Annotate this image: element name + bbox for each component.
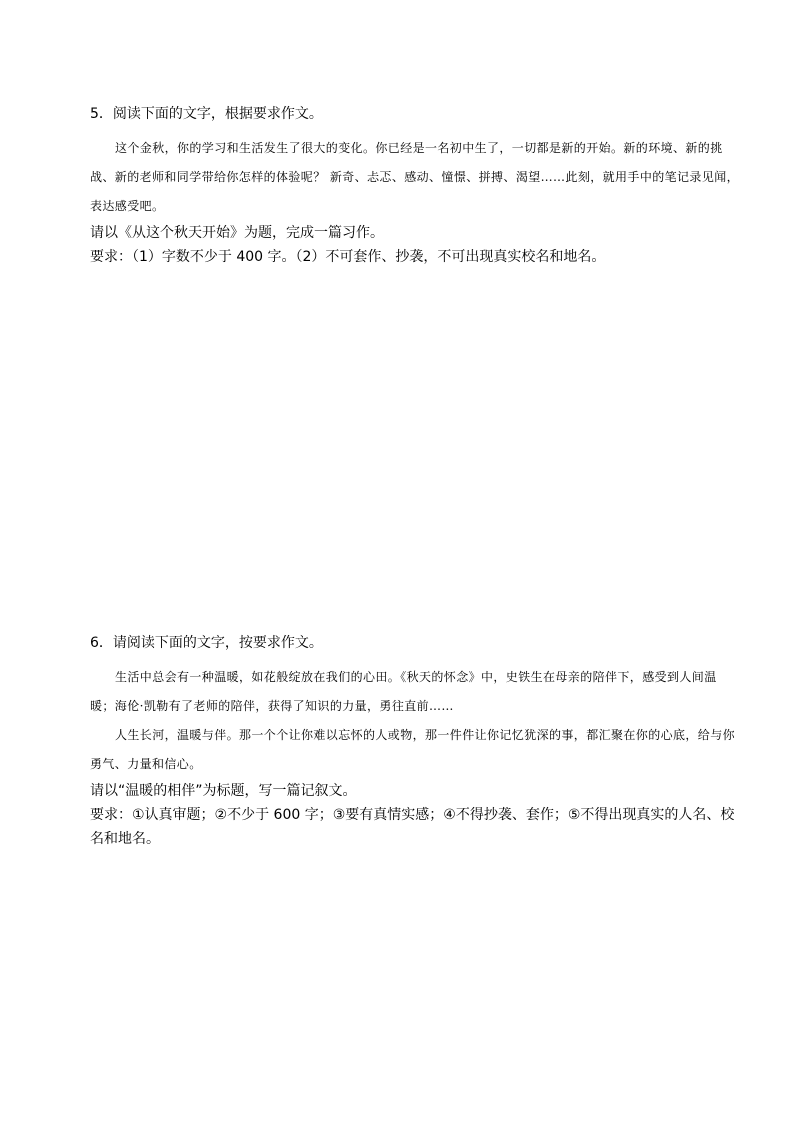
question-6-passage-2: 人生长河，温暖与伴。那一个个让你难以忘怀的人或物，那一件件让你记忆犹深的事，都汇聚在你的心底，给与你勇气、力量和信心。 (90, 728, 736, 771)
question-5-title: 5．阅读下面的文字，根据要求作文。 (90, 106, 323, 122)
question-5-requirements: 要求：（1）字数不少于 400 字。（2）不可套作、抄袭，不可出现真实校名和地名。 (90, 249, 606, 265)
question-6-requirements: 要求：①认真审题；②不少于 600 字；③要有真情实感；④不得抄袭、套作；⑤不得出现真实的人名、校名和地名。 (90, 807, 735, 847)
question-5-passage: 这个金秋，你的学习和生活发生了很大的变化。你已经是一名初中生了，一切都是新的开始。新的环境、新的挑战、新的老师和同学带给你怎样的体验呢？ 新奇、忐忑、感动、憧憬、拼搏、渴望……此刻，就用手中的笔记录见闻，表达感受吧。 (90, 141, 740, 213)
question-6-instruction: 请以“温暖的相伴”为标题，写一篇记叙文。 (90, 783, 357, 799)
question-5-instruction: 请以《从这个秋天开始》为题，完成一篇习作。 (90, 225, 384, 241)
question-5 (90, 104, 740, 269)
question-6-title: 6．请阅读下面的文字，按要求作文。 (90, 635, 323, 651)
question-6 (90, 633, 740, 851)
question-6-passage-1: 生活中总会有一种温暖，如花般绽放在我们的心田。《秋天的怀念》中，史铁生在母亲的陪伴下，感受到人间温暖；海伦·凯勒有了老师的陪伴，获得了知识的力量，勇往直前…… (90, 670, 717, 713)
